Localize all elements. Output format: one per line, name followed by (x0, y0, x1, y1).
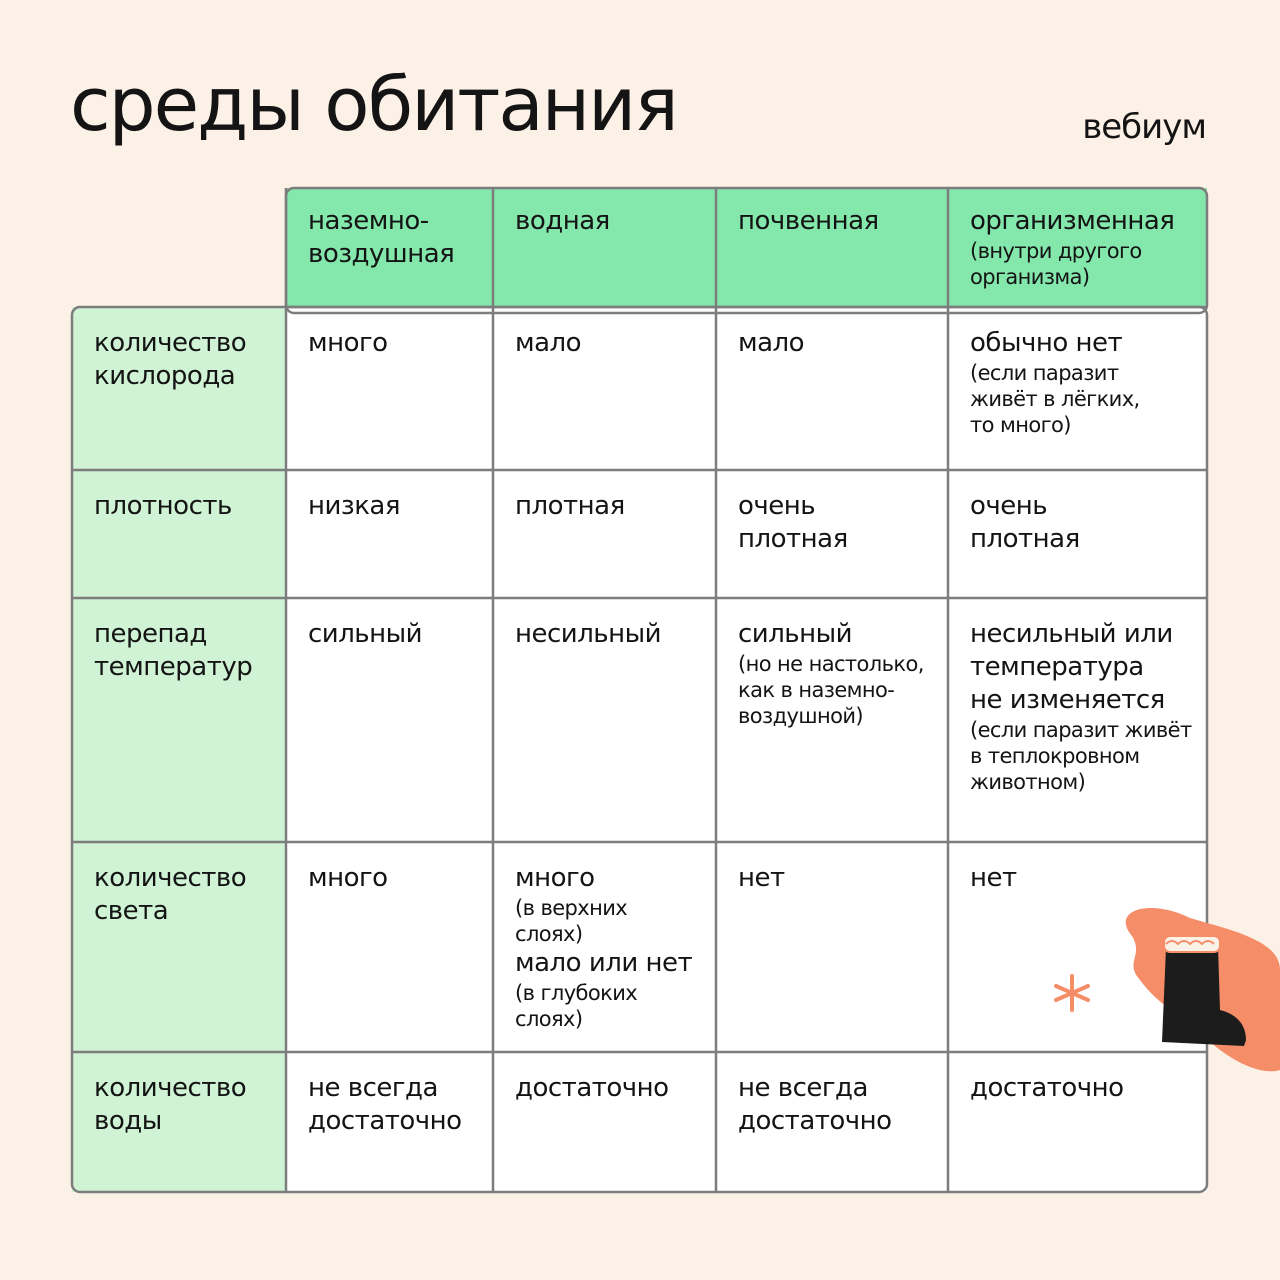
cell-value: много (515, 863, 595, 893)
cell-value: очень плотная (970, 491, 1080, 554)
body-border (72, 307, 1207, 1192)
column-header-label: организменная (970, 206, 1175, 236)
cell-value: мало или нет (515, 948, 693, 978)
cell-value: нет (738, 863, 785, 893)
cell-value: несильный или температура не изменяется (970, 619, 1173, 715)
cell-value: нет (970, 863, 1017, 893)
row-header-label: количество света (94, 863, 247, 926)
cell-value: низкая (308, 491, 400, 521)
cell-note: (если паразит живёт в теплокровном животном) (970, 718, 1192, 794)
cell-value: несильный (515, 619, 662, 649)
cell-value: обычно нет (970, 328, 1123, 358)
cell-note: (в глубоких слоях) (515, 981, 638, 1031)
brand-logo: вебиум (1082, 107, 1206, 147)
row-header-label: количество кислорода (94, 328, 247, 391)
page-title: среды обитания (70, 62, 677, 148)
cell-note: (в верхних слоях) (515, 896, 628, 946)
asterisk-icon (1056, 976, 1088, 1010)
column-header-label: водная (515, 206, 610, 236)
cell-value: достаточно (515, 1073, 669, 1103)
cell-value: мало (738, 328, 805, 358)
cell-value: сильный (308, 619, 423, 649)
cell-value: достаточно (970, 1073, 1124, 1103)
cell-value: много (308, 863, 388, 893)
column-header-note: (внутри другого организма) (970, 239, 1142, 289)
cell-value: мало (515, 328, 582, 358)
cell-note: (если паразит живёт в лёгких, то много) (970, 361, 1140, 437)
row-header-label: перепад температур (94, 619, 253, 682)
column-header-label: наземно- воздушная (308, 206, 455, 269)
row-header-label: плотность (94, 491, 232, 521)
cell-value: сильный (738, 619, 853, 649)
cell-value: очень плотная (738, 491, 848, 554)
boot-decoration (1040, 900, 1280, 1080)
column-header-label: почвенная (738, 206, 879, 236)
cell-value: плотная (515, 491, 625, 521)
cell-value: много (308, 328, 388, 358)
cell-note: (но не настолько, как в наземно- воздушной) (738, 652, 924, 728)
cell-value: не всегда достаточно (738, 1073, 892, 1136)
header-border (286, 188, 1207, 313)
cell-value: не всегда достаточно (308, 1073, 462, 1136)
row-header-label: количество воды (94, 1073, 247, 1136)
